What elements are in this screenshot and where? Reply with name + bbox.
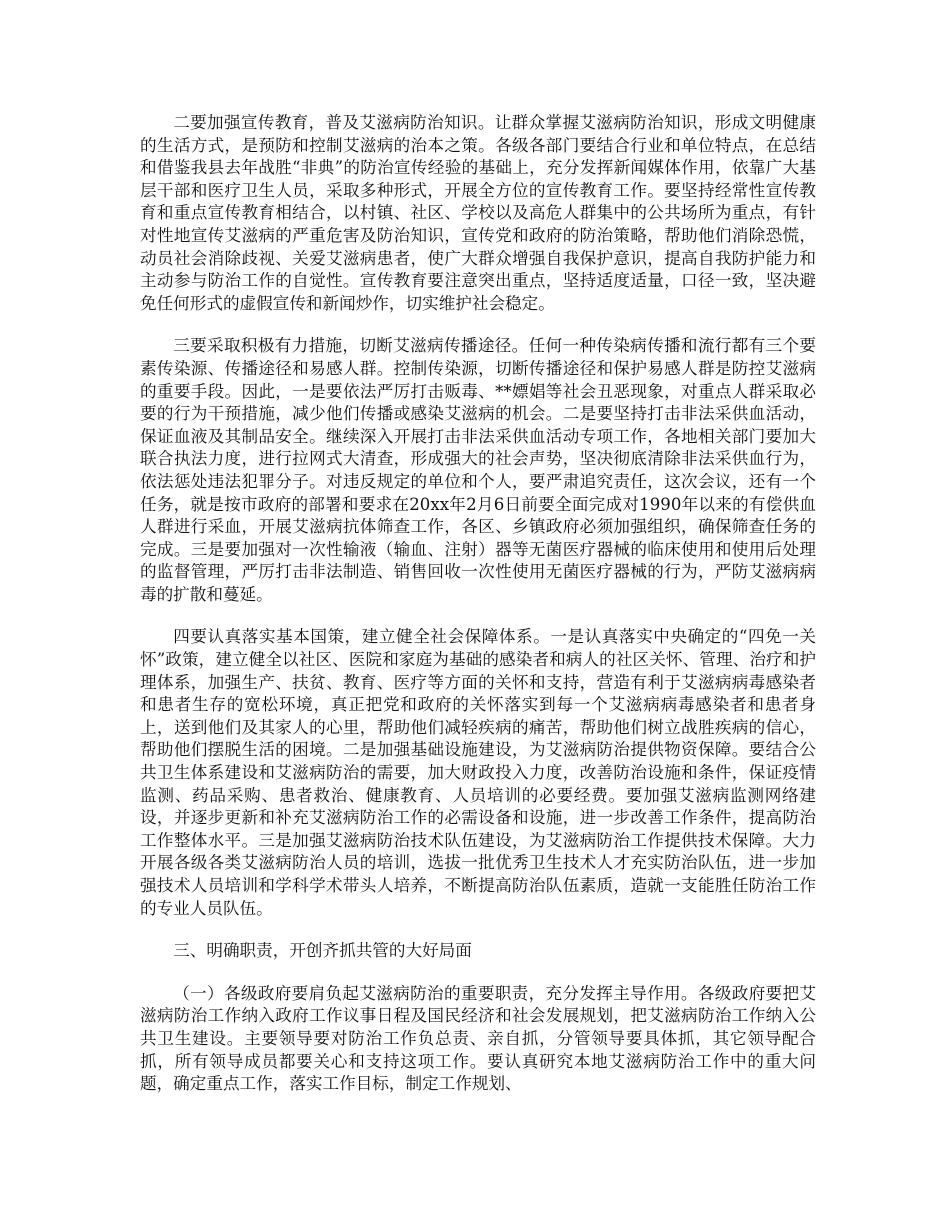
paragraph-publicity-education: 二要加强宣传教育，普及艾滋病防治知识。让群众掌握艾滋病防治知识，形成文明健康的生活方式，是预防和控制艾滋病的治本之策。各级各部门要结合行业和单位特点，在总结和借鉴我县去年战胜“非典”的防治宣传经验的基础上，充分发挥新闻媒体作用，依靠广大基层干部和医疗卫生人员，采取多种形式，开展全方位的宣传教育工作。要坚持经常性宣传教育和重点宣传教育相结合，以村镇、社区、学校以及高危人群集中的公共场所为重点，有针对性地宣传艾滋病的严重危害及防治知识，宣传党和政府的防治策略，帮助他们消除恐慌，动员社会消除歧视、关爱艾滋病患者，使广大群众增强自我保护意识，提高自我防护能力和主动参与防治工作的自觉性。宣传教育要注意突出重点，坚持适度适量，口径一致，坚决避免任何形式的虚假宣传和新闻炒作，切实维护社会稳定。 <box>140 113 816 313</box>
paragraph-social-security: 四要认真落实基本国策，建立健全社会保障体系。一是认真落实中央确定的“四免一关怀”政策，建立健全以社区、医院和家庭为基础的感染者和病人的社区关怀、管理、治疗和护理体系，加强生产、扶贫、教育、医疗等方面的关怀和支持，营造有利于艾滋病病毒感染者和患者生存的宽松环境，真正把党和政府的关怀落实到每一个艾滋病病毒感染者和患者身上，送到他们及其家人的心里，帮助他们减轻疾病的痛苦，帮助他们树立战胜疾病的信心，帮助他们摆脱生活的困境。二是加强基础设施建设，为艾滋病防治提供物资保障。要结合公共卫生体系建设和艾滋病防治的需要，加大财政投入力度，改善防治设施和条件，保证疫情监测、药品采购、患者救治、健康教育、人员培训的必要经费。要加强艾滋病监测网络建设，并逐步更新和补充艾滋病防治工作的必需设备和设施，进一步改善工作条件，提高防治工作整体水平。三是加强艾滋病防治技术队伍建设，为艾滋病防治工作提供技术保障。大力开展各级各类艾滋病防治人员的培训，选拔一批优秀卫生技术人才充实防治队伍，进一步加强技术人员培训和学科学术带头人培养，不断提高防治队伍素质，造就一支能胜任防治工作的专业人员队伍。 <box>140 627 816 918</box>
document-body <box>140 112 816 1116</box>
paragraph-government-duty: （一）各级政府要肩负起艾滋病防治的重要职责，充分发挥主导作用。各级政府要把艾滋病防治工作纳入政府工作议事日程及国民经济和社会发展规划，把艾滋病防治工作纳入公共卫生建设。主要领导要对防治工作负总责、亲自抓，分管领导要具体抓，其它领导配合抓，所有领导成员都要关心和支持这项工作。要认真研究本地艾滋病防治工作中的重大问题，确定重点工作，落实工作目标，制定工作规划、 <box>140 983 816 1094</box>
section-heading: 三、明确职责，开创齐抓共管的大好局面 <box>173 941 472 961</box>
paragraph-transmission-control: 三要采取积极有力措施，切断艾滋病传播途径。任何一种传染病传播和流行都有三个要素传染源、传播途径和易感人群。控制传染源，切断传播途径和保护易感人群是防控艾滋病的重要手段。因此，一是要依法严厉打击贩毒、**嫖娼等社会丑恶现象，对重点人群采取必要的行为干预措施，减少他们传播或感染艾滋病的机会。二是要坚持打击非法采供血活动，保证血液及其制品安全。继续深入开展打击非法采供血活动专项工作，各地相关部门要加大联合执法力度，进行拉网式大清查，形成强大的社会声势，坚决彻底清除非法采供血行为，依法惩处违法犯罪分子。对违反规定的单位和个人，要严肃追究责任，这次会议，还有一个任务，就是按市政府的部署和要求在20xx年2月6日前要全面完成对1990年以来的有偿供血人群进行采血，开展艾滋病抗体筛查工作，各区、乡镇政府必须加强组织，确保筛查任务的完成。三是要加强对一次性输液（输血、注射）器等无菌医疗器械的临床使用和使用后处理的监督管理，严厉打击非法制造、销售回收一次性使用无菌医疗器械的行为，严防艾滋病病毒的扩散和蔓延。 <box>140 336 816 604</box>
